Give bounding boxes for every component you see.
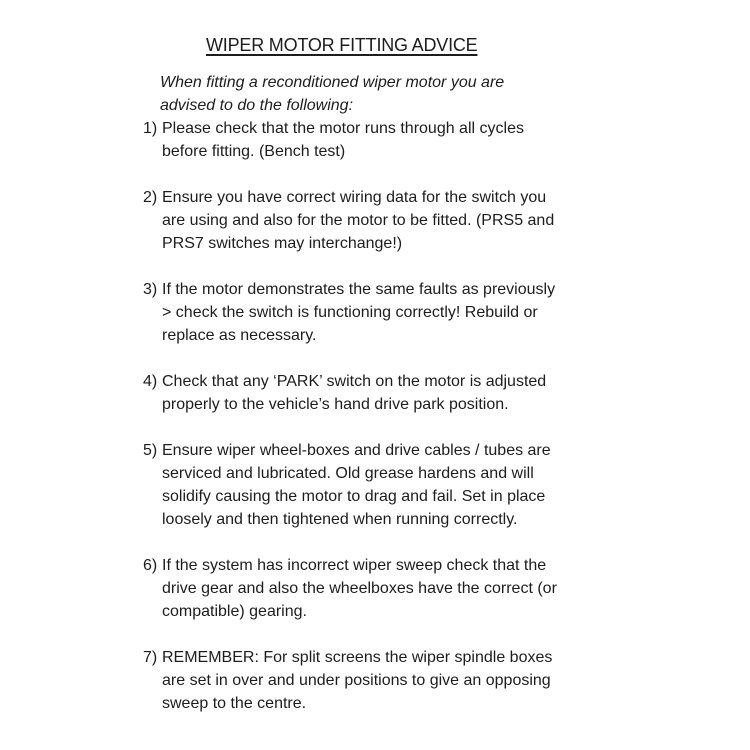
item-text [162,646,730,715]
document-title: WIPER MOTOR FITTING ADVICE [206,35,478,55]
item-number: 3) [143,281,158,298]
list-item-1 [143,117,730,163]
item-line: properly to the vehicle’s hand drive park position. [162,396,509,413]
item-number: 6) [143,557,158,574]
item-line: drive gear and also the wheelboxes have the correct (or [162,580,557,597]
item-line: Please check that the motor runs through all cycles [162,120,524,137]
item-text [162,278,730,347]
item-line: REMEMBER: For split screens the wiper spindle boxes [162,649,553,666]
item-line: Ensure you have correct wiring data for the switch you [162,189,547,206]
item-text [162,439,730,531]
item-line: solidify causing the motor to drag and fail. Set in place [162,488,546,505]
item-line: replace as necessary. [162,327,317,344]
item-line: If the system has incorrect wiper sweep check that the [162,557,547,574]
list-item-2 [143,186,730,255]
item-line: Ensure wiper wheel-boxes and drive cables / tubes are [162,442,551,459]
list-item-4 [143,370,730,416]
list-item-5 [143,439,730,531]
item-line: Check that any ‘PARK’ switch on the motor is adjusted [162,373,547,390]
item-number: 5) [143,442,158,459]
item-line: sweep to the centre. [162,695,307,712]
item-number: 2) [143,189,158,206]
list-item-3 [143,278,730,347]
item-line: > check the switch is functioning correctly! Rebuild or [162,304,538,321]
item-line: compatible) gearing. [162,603,307,620]
intro-paragraph [160,71,730,117]
item-line: are using and also for the motor to be fitted. (PRS5 and [162,212,555,229]
list-item-7 [143,646,730,715]
item-line: If the motor demonstrates the same faults as previously [162,281,556,298]
item-line: serviced and lubricated. Old grease hardens and will [162,465,534,482]
item-line: loosely and then tightened when running correctly. [162,511,518,528]
list-item-6 [143,554,730,623]
item-number: 4) [143,373,158,390]
item-number: 7) [143,649,158,666]
item-text [162,186,730,255]
item-line: PRS7 switches may interchange!) [162,235,403,252]
item-text [162,117,730,163]
intro-line: advised to do the following: [160,97,354,114]
intro-line: When fitting a reconditioned wiper motor you are [160,74,505,91]
item-text [162,554,730,623]
item-text [162,370,730,416]
item-number: 1) [143,120,158,137]
item-line: are set in over and under positions to give an opposing [162,672,551,689]
item-line: before fitting. (Bench test) [162,143,346,160]
